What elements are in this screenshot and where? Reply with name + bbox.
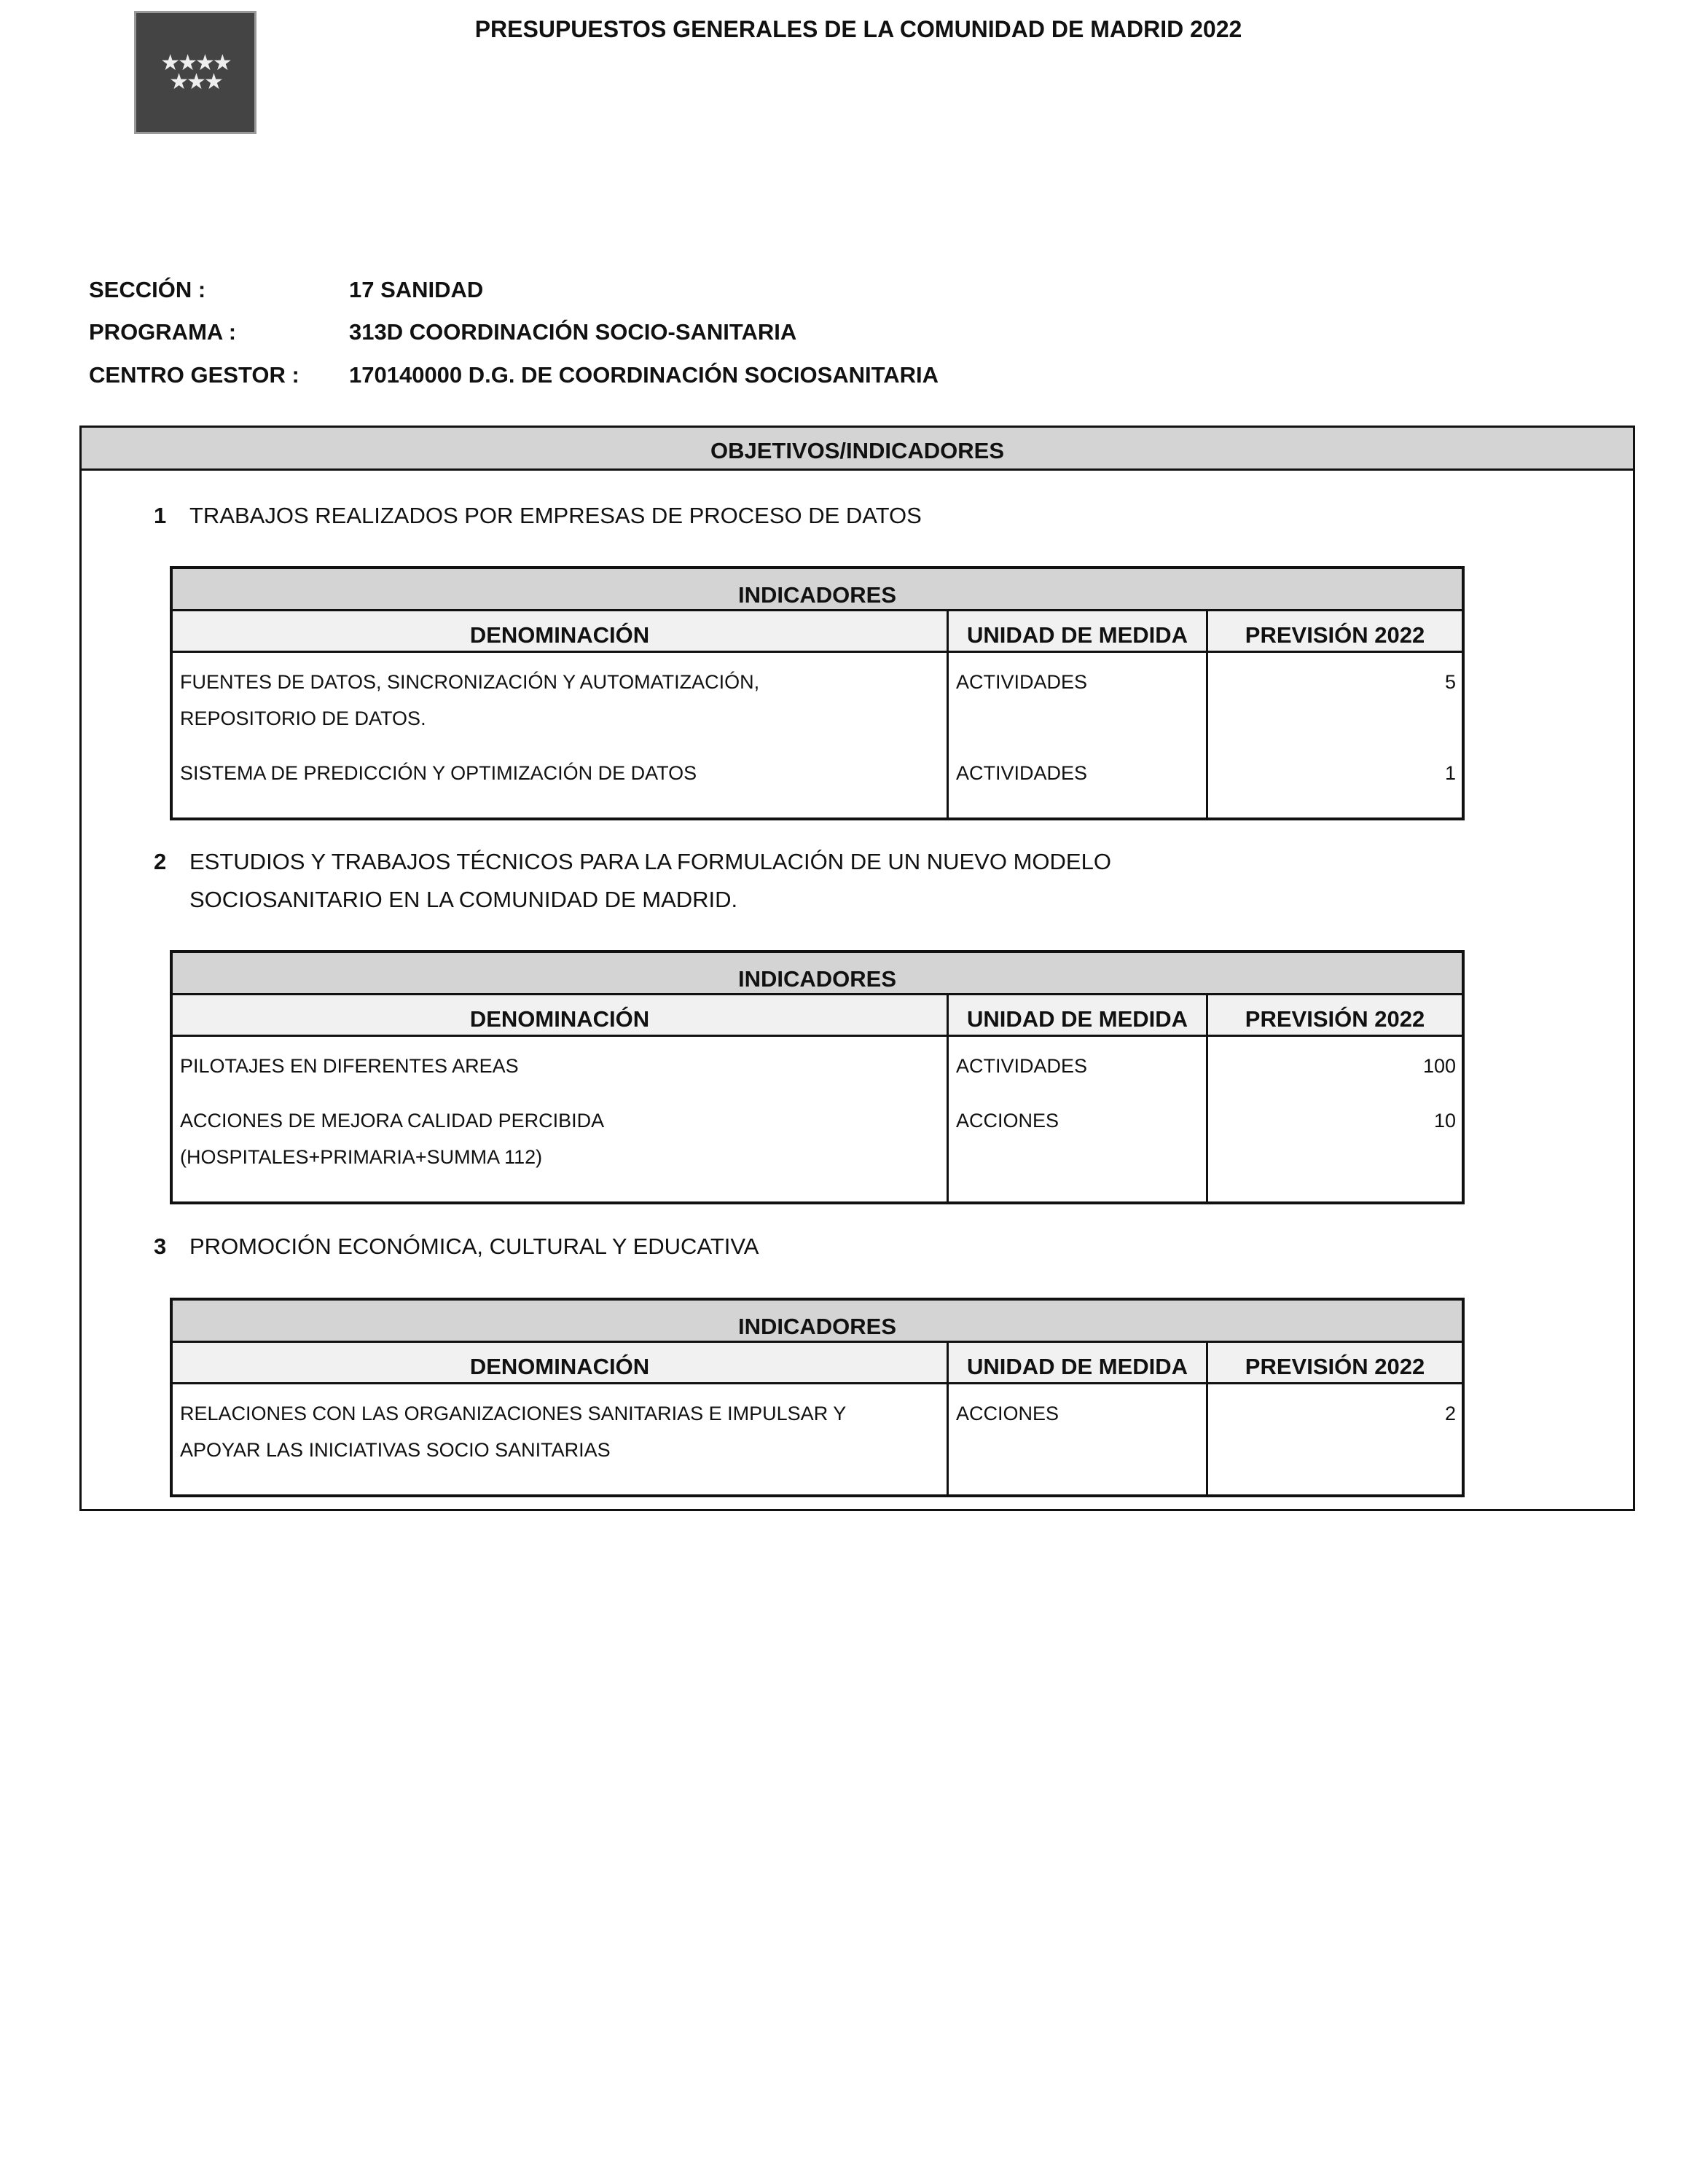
page-title: PRESUPUESTOS GENERALES DE LA COMUNIDAD DE MADRID 2022 xyxy=(474,16,1242,42)
table-row-denominacion xyxy=(180,1048,947,1084)
cell-value: 100 xyxy=(1422,1055,1456,1077)
meta-programa xyxy=(89,319,797,345)
table-header-row xyxy=(173,995,1462,1037)
cell-text: APOYAR LAS INICIATIVAS SOCIO SANITARIAS xyxy=(180,1439,611,1461)
indicators-table xyxy=(170,566,1465,820)
cell-value: 2 xyxy=(1444,1403,1456,1424)
cell-text: PILOTAJES EN DIFERENTES AREAS xyxy=(180,1055,519,1077)
objectives-box xyxy=(79,426,1635,1511)
objective-title: TRABAJOS REALIZADOS POR EMPRESAS DE PROCESO DE DATOS xyxy=(189,503,922,528)
objective-title: ESTUDIOS Y TRABAJOS TÉCNICOS PARA LA FORMULACIÓN DE UN NUEVO MODELO xyxy=(189,849,1111,874)
table-row-denominacion xyxy=(180,755,947,791)
table-row-denominacion xyxy=(180,1102,947,1175)
objective-title: SOCIOSANITARIO EN LA COMUNIDAD DE MADRID. xyxy=(189,887,738,912)
meta-label: PROGRAMA : xyxy=(89,319,237,345)
cell-text: (HOSPITALES+PRIMARIA+SUMMA 112) xyxy=(180,1146,543,1168)
objective-number: 3 xyxy=(154,1234,167,1259)
table-row-denominacion xyxy=(180,1395,947,1468)
table-title: INDICADORES xyxy=(173,569,1462,611)
cell-text: FUENTES DE DATOS, SINCRONIZACIÓN Y AUTOMATIZACIÓN, xyxy=(180,671,760,693)
col-header-denominacion: DENOMINACIÓN xyxy=(173,995,949,1035)
cell-unit: ACTIVIDADES xyxy=(956,762,1088,784)
objective-number: 2 xyxy=(154,849,167,874)
cell-text: REPOSITORIO DE DATOS. xyxy=(180,707,426,729)
meta-value: 170140000 D.G. DE COORDINACIÓN SOCIOSANITARIA xyxy=(349,362,939,388)
stars-icon: ★★★ xyxy=(169,69,222,94)
meta-label: SECCIÓN : xyxy=(89,277,206,302)
cell-text: RELACIONES CON LAS ORGANIZACIONES SANITARIAS E IMPULSAR Y xyxy=(180,1403,847,1424)
col-header-prevision: PREVISIÓN 2022 xyxy=(1245,1006,1425,1032)
indicators-table xyxy=(170,1298,1465,1497)
meta-seccion xyxy=(89,277,484,303)
meta-value: 17 SANIDAD xyxy=(349,277,484,302)
cell-text: SISTEMA DE PREDICCIÓN Y OPTIMIZACIÓN DE DATOS xyxy=(180,762,697,784)
col-header-prevision: PREVISIÓN 2022 xyxy=(1245,1354,1425,1379)
cell-unit: ACTIVIDADES xyxy=(956,1055,1088,1077)
col-header-prevision: PREVISIÓN 2022 xyxy=(1245,622,1425,648)
cell-text: ACCIONES DE MEJORA CALIDAD PERCIBIDA xyxy=(180,1110,605,1132)
table-header-row xyxy=(173,611,1462,653)
cell-value: 10 xyxy=(1433,1110,1456,1132)
col-header-unidad: UNIDAD DE MEDIDA xyxy=(949,995,1208,1035)
meta-label: CENTRO GESTOR : xyxy=(89,362,299,388)
meta-value: 313D COORDINACIÓN SOCIO-SANITARIA xyxy=(349,319,797,345)
stars-icon: ★★★★ xyxy=(160,50,230,75)
table-row-denominacion xyxy=(180,664,947,737)
col-header-denominacion: DENOMINACIÓN xyxy=(173,611,949,651)
col-header-unidad: UNIDAD DE MEDIDA xyxy=(949,1343,1208,1382)
cell-value: 5 xyxy=(1444,671,1456,693)
cell-value: 1 xyxy=(1444,762,1456,784)
cell-unit: ACTIVIDADES xyxy=(956,671,1088,693)
cell-unit: ACCIONES xyxy=(956,1403,1059,1424)
table-title: INDICADORES xyxy=(173,953,1462,995)
indicators-table xyxy=(170,950,1465,1204)
section-title: OBJETIVOS/INDICADORES xyxy=(82,428,1633,471)
meta-centro-gestor xyxy=(89,362,939,388)
objective-number: 1 xyxy=(154,503,167,528)
col-header-denominacion: DENOMINACIÓN xyxy=(173,1343,949,1382)
cell-unit: ACCIONES xyxy=(956,1110,1059,1132)
table-header-row xyxy=(173,1343,1462,1384)
objective-title: PROMOCIÓN ECONÓMICA, CULTURAL Y EDUCATIVA xyxy=(189,1234,759,1259)
col-header-unidad: UNIDAD DE MEDIDA xyxy=(949,611,1208,651)
table-title: INDICADORES xyxy=(173,1301,1462,1343)
